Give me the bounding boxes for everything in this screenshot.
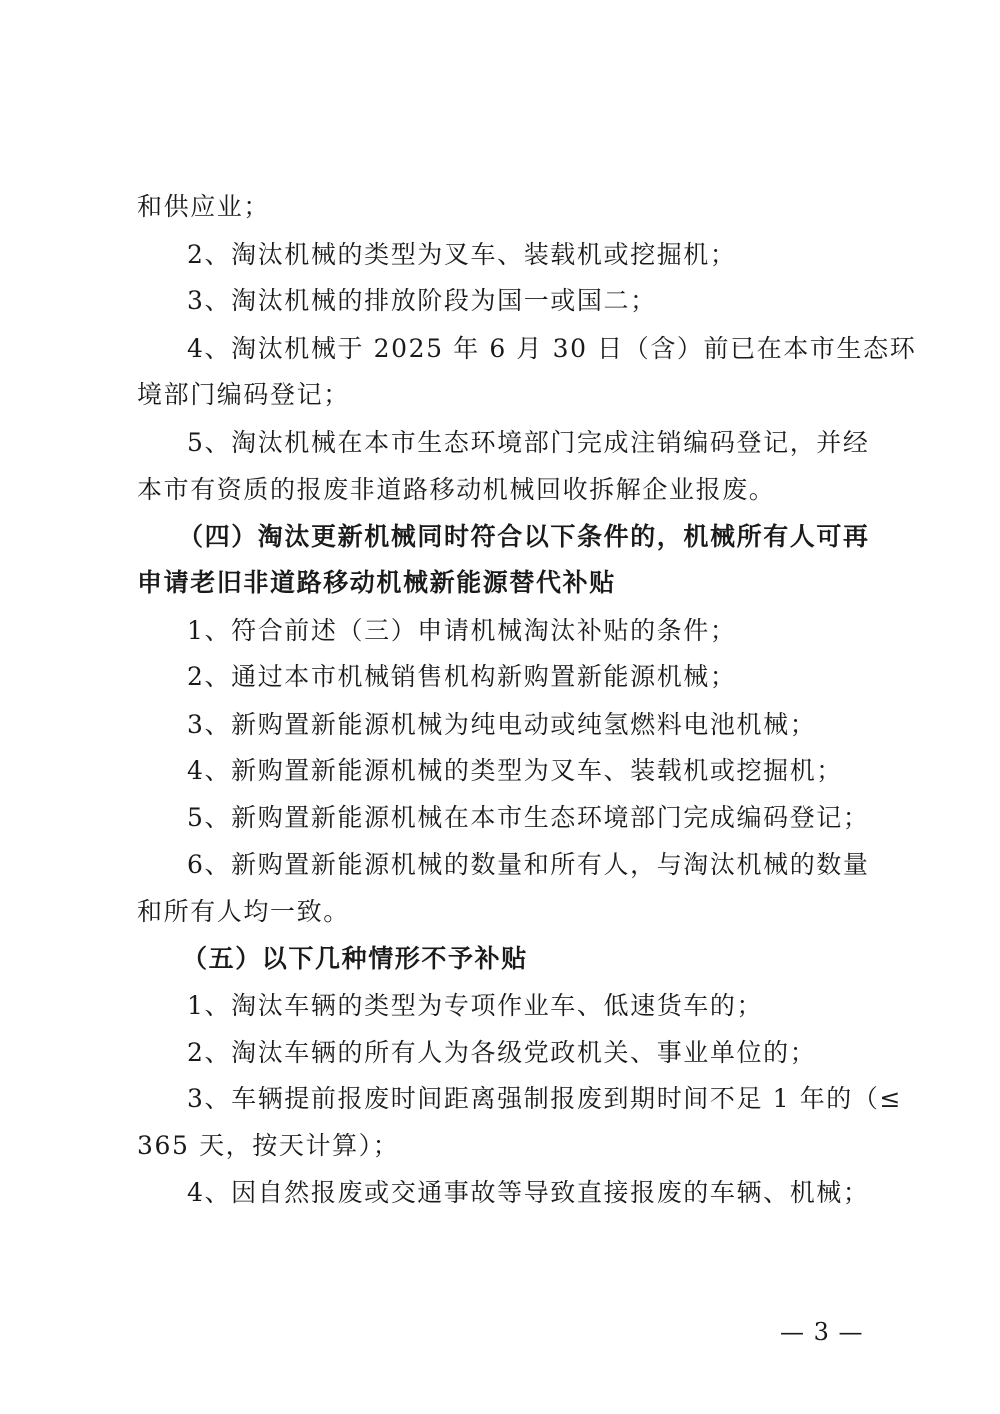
list-item: 2、淘汰机械的类型为叉车、装载机或挖掘机；: [187, 240, 737, 269]
section-heading: （五）以下几种情形不予补贴: [182, 944, 528, 973]
list-item: 4、淘汰机械于 2025 年 6 月 30 日（含）前已在本市生态环: [187, 334, 917, 363]
list-item: 2、淘汰车辆的所有人为各级党政机关、事业单位的；: [187, 1038, 817, 1067]
list-item: 5、淘汰机械在本市生态环境部门完成注销编码登记，并经: [187, 428, 870, 457]
paragraph-line: 境部门编码登记；: [137, 380, 350, 409]
page-number: — 3 —: [780, 1318, 864, 1346]
paragraph-line: 和供应业；: [137, 192, 271, 221]
section-heading: （四）淘汰更新机械同时符合以下条件的，机械所有人可再: [178, 522, 870, 551]
list-item: 4、因自然报废或交通事故等导致直接报废的车辆、机械；: [187, 1178, 870, 1207]
list-item: 3、淘汰机械的排放阶段为国一或国二；: [187, 286, 657, 315]
paragraph-line: 本市有资质的报废非道路移动机械回收拆解企业报废。: [137, 475, 776, 504]
paragraph-line: 365 天，按天计算）；: [137, 1131, 400, 1160]
list-item: 3、车辆提前报废时间距离强制报废到期时间不足 1 年的（≤: [187, 1084, 903, 1113]
paragraph-line: 和所有人均一致。: [137, 897, 350, 926]
list-item: 4、新购置新能源机械的类型为叉车、装载机或挖掘机；: [187, 756, 843, 785]
list-item: 1、符合前述（三）申请机械淘汰补贴的条件；: [187, 616, 737, 645]
list-item: 5、新购置新能源机械在本市生态环境部门完成编码登记；: [187, 803, 870, 832]
list-item: 3、新购置新能源机械为纯电动或纯氢燃料电池机械；: [187, 710, 817, 739]
list-item: 2、通过本市机械销售机构新购置新能源机械；: [187, 662, 737, 691]
section-heading-continued: 申请老旧非道路移动机械新能源替代补贴: [137, 568, 616, 597]
list-item: 6、新购置新能源机械的数量和所有人，与淘汰机械的数量: [187, 850, 870, 879]
list-item: 1、淘汰车辆的类型为专项作业车、低速货车的；: [187, 991, 764, 1020]
